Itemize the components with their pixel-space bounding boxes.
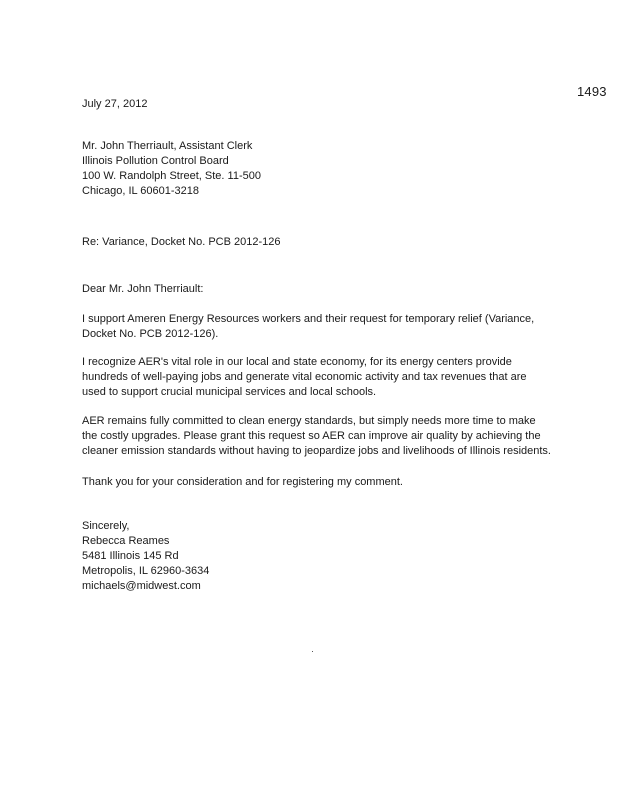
body-paragraph xyxy=(82,475,582,490)
recipient-address xyxy=(82,139,261,199)
paragraph-line: hundreds of well-paying jobs and generate vital economic activity and tax revenues that are xyxy=(82,371,527,383)
paragraph-line: used to support crucial municipal services and local schools. xyxy=(82,386,377,398)
recipient-line: Mr. John Therriault, Assistant Clerk xyxy=(82,140,253,152)
paragraph-line: I recognize AER's vital role in our local and state economy, for its energy centers provide xyxy=(82,356,512,368)
scan-speck xyxy=(312,651,313,652)
recipient-line: Chicago, IL 60601-3218 xyxy=(82,185,200,197)
body-paragraph xyxy=(82,414,582,459)
paragraph-line: the costly upgrades. Please grant this request so AER can improve air quality by achieving the xyxy=(82,430,541,442)
signature-block xyxy=(82,519,209,594)
recipient-line: Illinois Pollution Control Board xyxy=(82,155,229,167)
salutation: Dear Mr. John Therriault: xyxy=(82,283,204,295)
closing: Sincerely, xyxy=(82,520,130,532)
paragraph-line: I support Ameren Energy Resources workers and their request for temporary relief (Variance, xyxy=(82,313,535,325)
letter-date: July 27, 2012 xyxy=(82,98,148,110)
signer-city: Metropolis, IL 62960-3634 xyxy=(82,565,210,577)
page-number: 1493 xyxy=(577,84,607,99)
recipient-line: 100 W. Randolph Street, Ste. 11-500 xyxy=(82,170,261,182)
paragraph-line: AER remains fully committed to clean energy standards, but simply needs more time to make xyxy=(82,415,536,427)
paragraph-line: cleaner emission standards without having to jeopardize jobs and livelihoods of Illinois residents. xyxy=(82,445,551,457)
body-paragraph xyxy=(82,312,582,342)
paragraph-line: Docket No. PCB 2012-126). xyxy=(82,328,219,340)
body-paragraph xyxy=(82,355,582,400)
signer-street: 5481 Illinois 145 Rd xyxy=(82,550,179,562)
signer-email: michaels@midwest.com xyxy=(82,580,201,592)
paragraph-line: Thank you for your consideration and for registering my comment. xyxy=(82,476,403,488)
re-line: Re: Variance, Docket No. PCB 2012-126 xyxy=(82,236,281,248)
signer-name: Rebecca Reames xyxy=(82,535,170,547)
